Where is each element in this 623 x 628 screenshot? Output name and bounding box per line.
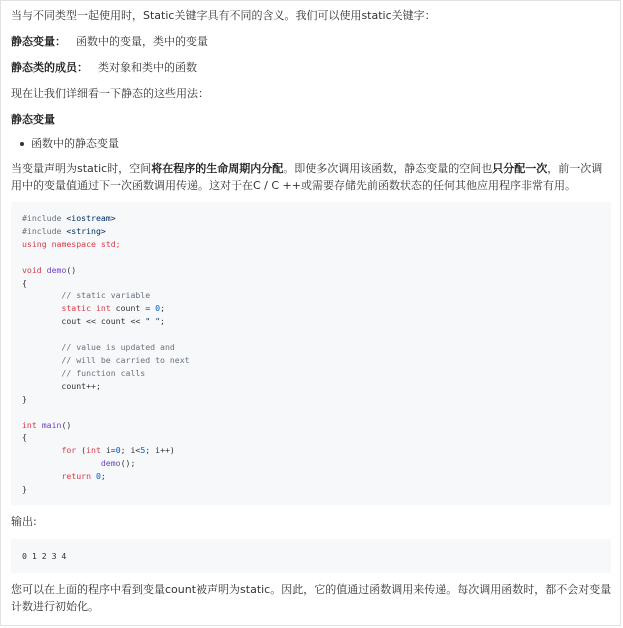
code-token: std; [95, 238, 121, 249]
code-token: #include [22, 225, 67, 236]
code-comment: // value is updated and [22, 342, 175, 353]
code-token: ; i< [120, 445, 141, 456]
code-token: } [22, 393, 27, 404]
code-comment: // function calls [22, 367, 146, 378]
code-block [11, 202, 611, 505]
paragraph-text: 当变量声明为static时，空间 [11, 162, 152, 175]
code-token: #include [22, 213, 67, 223]
code-token: 0 [155, 303, 161, 314]
code-token: { [22, 277, 27, 288]
code-token: static [61, 303, 92, 314]
code-token: <iostream> [66, 213, 116, 223]
code-token: () [66, 264, 77, 275]
paragraph-bold-text: 将在程序的生命周期内分配 [151, 162, 284, 175]
code-token: ( [76, 445, 87, 456]
code-token: ; [160, 316, 165, 327]
code-token: 0 [115, 445, 121, 456]
paragraph-text: 。即使多次调用该函数，静态变量的空间也 [283, 162, 493, 175]
output-value: 0 1 2 3 4 [22, 551, 67, 561]
code-token: for [61, 445, 77, 456]
definition-text: 类对象和类中的函数 [98, 61, 197, 74]
code-token: 0 [95, 471, 101, 482]
paragraph-text: ，前一次调用中的变量值通过下一次函数调用传递。这对于在C / C ++或需要存储先前函数状态的任何其他应用程序非常有用。 [11, 162, 603, 192]
section-title: 静态变量 [11, 113, 55, 126]
code-token: int [95, 303, 111, 314]
code-token: return [61, 471, 92, 482]
paragraph-bold-text: 只分配一次 [492, 162, 548, 175]
lead-text: 现在让我们详细看一下静态的这些用法： [11, 87, 209, 100]
code-token: demo [46, 264, 67, 275]
bullet-list [11, 135, 611, 152]
code-token: () [61, 419, 72, 430]
code-token: count = [110, 303, 156, 314]
code-token: ; [160, 303, 165, 314]
definition-static-class-members [11, 59, 611, 76]
code-token: " " [145, 316, 161, 327]
code-token [22, 303, 61, 313]
code-content [22, 212, 611, 496]
code-token: count++; [22, 380, 101, 391]
code-token: cout << count << [22, 316, 146, 327]
code-token [22, 471, 61, 481]
code-token: <string> [66, 225, 106, 236]
definition-label: 静态变量： [11, 35, 66, 48]
code-token: i= [100, 445, 116, 456]
list-item: 函数中的静态变量 [31, 135, 611, 152]
body-paragraph [11, 160, 611, 194]
code-token: 5 [140, 445, 146, 456]
definition-text: 函数中的变量，类中的变量 [76, 35, 208, 48]
code-token: { [22, 432, 27, 443]
code-token: namespace [51, 238, 96, 249]
code-token: void [22, 264, 42, 275]
code-token [22, 445, 61, 455]
intro-text: 当与不同类型一起使用时，Static关键字具有不同的含义。我们可以使用static关键字： [11, 9, 436, 22]
code-token: } [22, 484, 27, 495]
code-token: int [86, 445, 101, 456]
code-token [22, 458, 101, 468]
code-token: int [22, 419, 37, 430]
closing-paragraph: 您可以在上面的程序中看到变量count被声明为static。因此，它的值通过函数调用来传递。每次调用函数时，都不会对变量计数进行初始化。 [11, 583, 612, 613]
code-token: using [22, 238, 47, 249]
code-token: demo [100, 458, 121, 469]
code-comment: // will be carried to next [22, 354, 190, 365]
code-token: ; i++) [145, 445, 175, 456]
code-token: (); [120, 458, 136, 469]
output-block [11, 539, 611, 573]
code-token: ; [100, 471, 106, 482]
definition-label: 静态类的成员： [11, 61, 88, 74]
code-comment: // static variable [22, 290, 151, 301]
definition-static-variables [11, 33, 611, 50]
output-label: 输出: [11, 515, 37, 528]
code-token: main [41, 419, 62, 430]
